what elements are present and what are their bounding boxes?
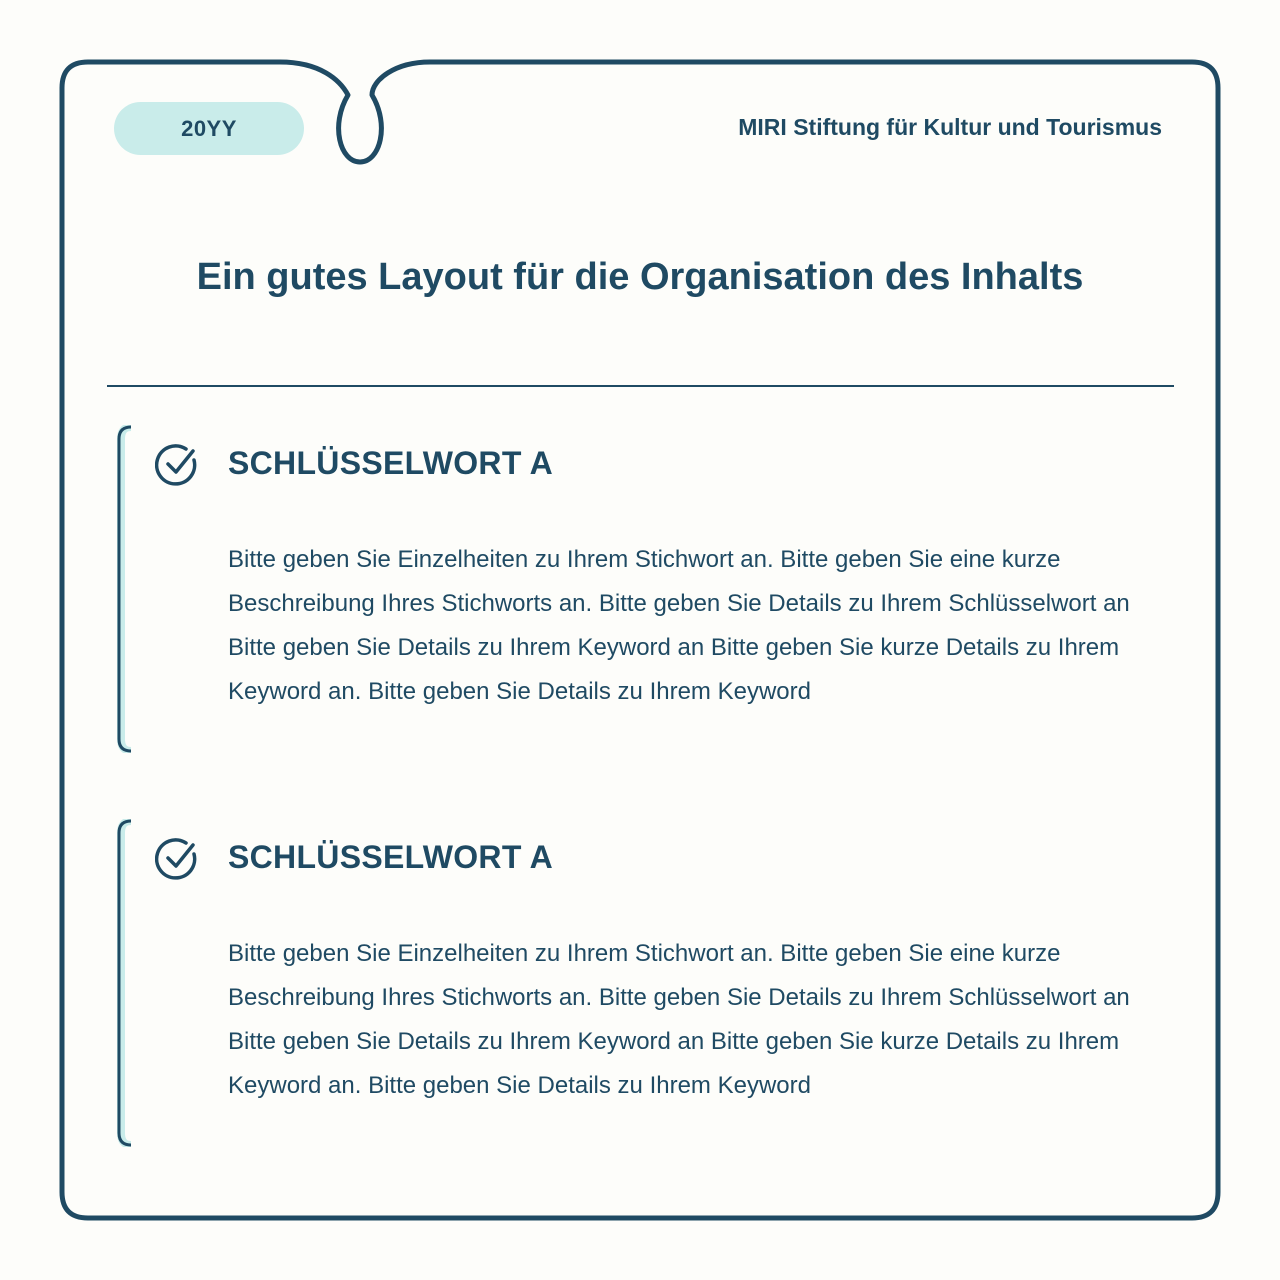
page-title: Ein gutes Layout für die Organisation des Inhalts [196, 256, 1084, 298]
section-body: Bitte geben Sie Einzelheiten zu Ihrem Stichwort an. Bitte geben Sie eine kurze Beschreibung Ihres Stichworts an. Bitte geben Sie Details zu Ihrem Schlüsselwort an Bitte geben Sie Details zu Ihrem Keyword an Bitte geben Sie kurze Details zu Ihrem Keyword an. Bitte geben Sie Details zu Ihrem Keyword [228, 940, 1130, 1099]
check-circle-icon [155, 443, 199, 487]
section-heading: SCHLÜSSELWORT A [228, 445, 554, 481]
check-circle-icon [155, 837, 199, 881]
section-body: Bitte geben Sie Einzelheiten zu Ihrem Stichwort an. Bitte geben Sie eine kurze Beschreibung Ihres Stichworts an. Bitte geben Sie Details zu Ihrem Schlüsselwort an Bitte geben Sie Details zu Ihrem Keyword an Bitte geben Sie kurze Details zu Ihrem Keyword an. Bitte geben Sie Details zu Ihrem Keyword [228, 546, 1130, 705]
divider [107, 385, 1174, 387]
section-bracket [117, 425, 133, 753]
section-bracket [117, 819, 133, 1147]
organization-name: MIRI Stiftung für Kultur und Tourismus [738, 114, 1162, 140]
keyword-section [117, 819, 1137, 1147]
keyword-section [117, 425, 1137, 753]
section-heading: SCHLÜSSELWORT A [228, 839, 554, 875]
year-badge: 20YY [114, 102, 304, 155]
